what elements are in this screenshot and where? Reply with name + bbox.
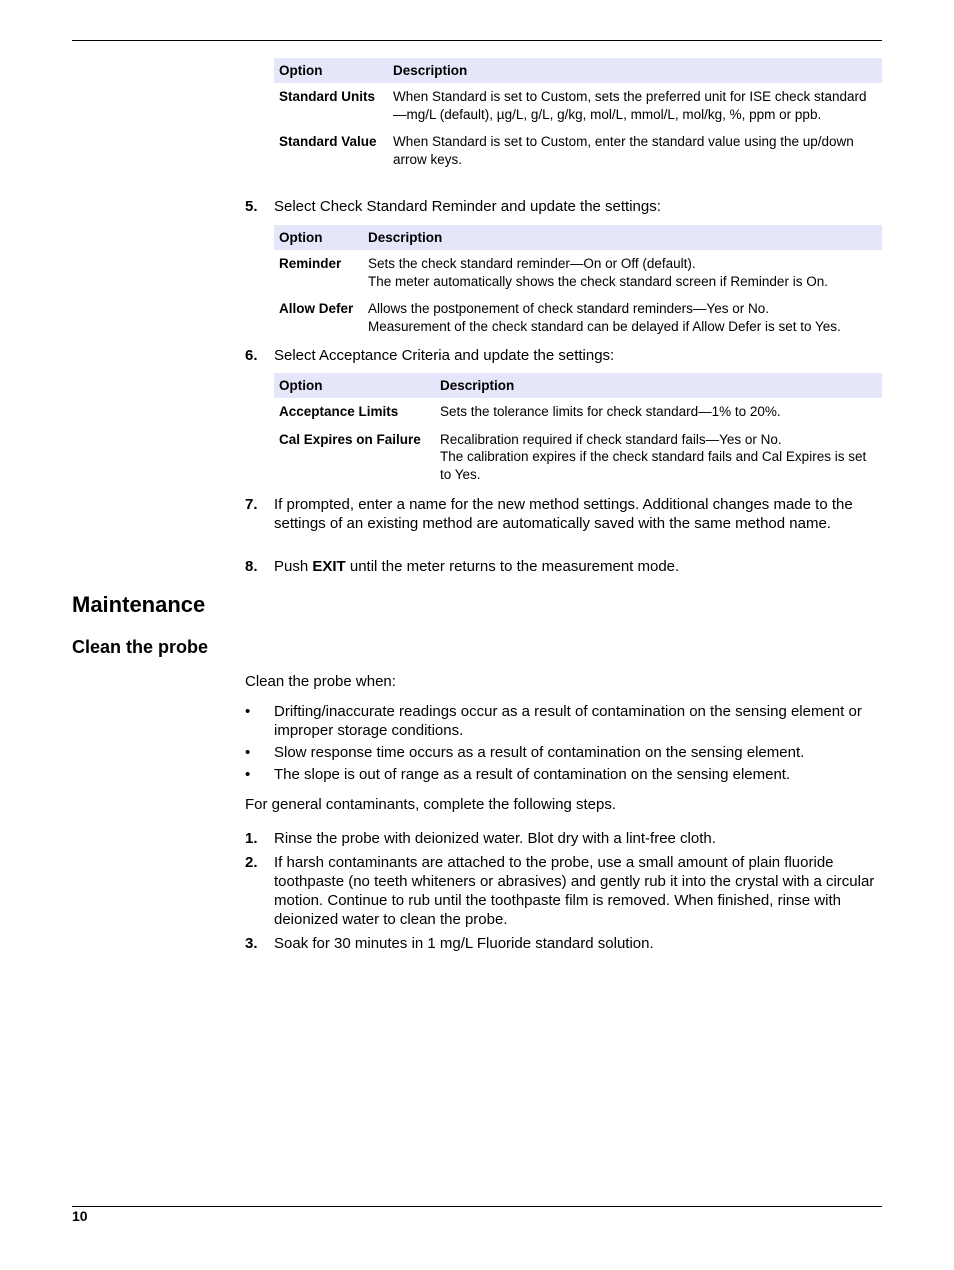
- step-text-part: Push: [274, 558, 313, 575]
- option-description: Sets the tolerance limits for check standard—1% to 20%.: [440, 404, 781, 419]
- option-description: Allows the postponement of check standard reminders—Yes or No. Measurement of the check standard can be delayed if Allow Defer is set to Yes.: [368, 301, 841, 334]
- option-name: Standard Units: [279, 89, 376, 104]
- section-title: Maintenance: [72, 592, 206, 617]
- step-number: 2.: [245, 854, 258, 871]
- list-item: [245, 765, 875, 784]
- bullet-text: Drifting/inaccurate readings occur as a result of contamination on the sensing element or improper storage conditions.: [274, 703, 862, 739]
- option-name: Acceptance Limits: [279, 404, 399, 419]
- clean-step-2: [245, 853, 875, 929]
- exit-key-label: EXIT: [312, 558, 346, 575]
- table-header-row: [274, 225, 882, 250]
- table-row: [274, 398, 882, 421]
- table-header-row: [274, 58, 882, 83]
- page-number: 10: [72, 1208, 88, 1224]
- step-number: 5.: [245, 198, 258, 215]
- step-6: [245, 346, 875, 365]
- standard-options-table: [274, 58, 882, 168]
- step-text: Select Check Standard Reminder and update the settings:: [274, 198, 661, 215]
- option-description: When Standard is set to Custom, sets the preferred unit for ISE check standard—mg/L (default), µg/L, g/L, g/kg, mol/L, mmol/L, mol/kg, %, ppm or ppb.: [393, 89, 867, 122]
- clean-step-1: [245, 829, 875, 848]
- table-row: [274, 123, 882, 168]
- clean-step-3: [245, 934, 875, 953]
- general-paragraph: For general contaminants, complete the following steps.: [245, 796, 617, 813]
- step-5: [245, 197, 875, 216]
- list-item: [245, 702, 875, 740]
- step-number: 7.: [245, 496, 258, 513]
- step-number: 6.: [245, 347, 258, 364]
- bullet-text: Slow response time occurs as a result of contamination on the sensing element.: [274, 744, 805, 761]
- table-row: [274, 83, 882, 123]
- step-text: Rinse the probe with deionized water. Blot dry with a lint-free cloth.: [274, 830, 716, 847]
- description-column-header: Description: [368, 230, 443, 245]
- bullet-icon: •: [245, 744, 251, 761]
- option-column-header: Option: [279, 230, 323, 245]
- option-description: Recalibration required if check standard fails—Yes or No. The calibration expires if the check standard fails and Cal Expires is set to Yes.: [440, 431, 867, 482]
- step-text: If prompted, enter a name for the new method settings. Additional changes made to the settings of an existing method are automatically saved with the same method name.: [274, 496, 853, 532]
- description-column-header: Description: [440, 378, 515, 393]
- step-text-part: until the meter returns to the measurement mode.: [345, 558, 680, 575]
- list-item: [245, 743, 875, 762]
- bullet-text: The slope is out of range as a result of contamination on the sensing element.: [274, 766, 791, 783]
- footer-rule: [72, 1206, 882, 1207]
- bullet-icon: •: [245, 703, 251, 720]
- option-name: Reminder: [279, 256, 342, 271]
- option-description: Sets the check standard reminder—On or Off (default). The meter automatically shows the check standard screen if Reminder is On.: [368, 256, 828, 289]
- option-name: Allow Defer: [279, 301, 354, 316]
- option-description: When Standard is set to Custom, enter the standard value using the up/down arrow keys.: [393, 134, 854, 167]
- intro-paragraph: Clean the probe when:: [245, 673, 396, 690]
- description-column-header: Description: [393, 63, 468, 78]
- step-number: 3.: [245, 935, 258, 952]
- step-number: 1.: [245, 830, 258, 847]
- table-row: [274, 421, 882, 484]
- step-text: Soak for 30 minutes in 1 mg/L Fluoride standard solution.: [274, 935, 654, 952]
- option-name: Standard Value: [279, 134, 377, 149]
- step-number: 8.: [245, 558, 258, 575]
- option-name: Cal Expires on Failure: [279, 431, 421, 447]
- option-column-header: Option: [279, 63, 323, 78]
- subsection-title: Clean the probe: [72, 637, 209, 657]
- option-column-header: Option: [279, 378, 323, 393]
- step-text: If harsh contaminants are attached to the probe, use a small amount of plain fluoride toothpaste (no teeth whiteners or abrasives) and gently rub it into the crystal with a circular motion. Continue to rub until the toothpaste film is removed. When finished, rinse with deionized water to clean the probe.: [274, 854, 875, 928]
- acceptance-options-table: [274, 373, 882, 483]
- table-row: [274, 250, 882, 290]
- bullet-icon: •: [245, 766, 251, 783]
- table-header-row: [274, 373, 882, 398]
- step-7: [245, 495, 875, 533]
- table-row: [274, 290, 882, 335]
- step-text: Select Acceptance Criteria and update the settings:: [274, 347, 615, 364]
- reminder-options-table: [274, 225, 882, 335]
- step-text: [274, 557, 875, 576]
- header-rule: [72, 40, 882, 41]
- step-8: [245, 557, 875, 576]
